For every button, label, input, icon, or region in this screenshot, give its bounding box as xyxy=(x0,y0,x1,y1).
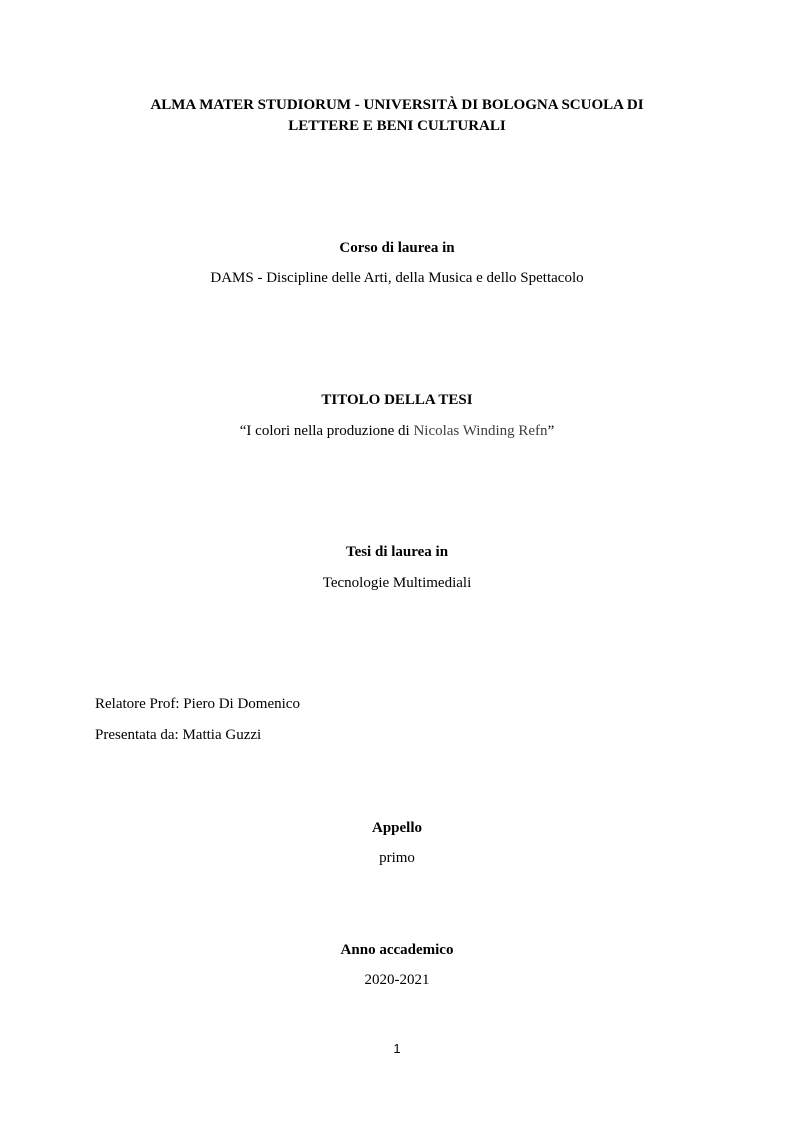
thesis-title-value xyxy=(0,421,794,441)
header-line-1: ALMA MATER STUDIORUM - UNIVERSITÀ DI BOLOGNA SCUOLA DI xyxy=(150,97,644,113)
thesis-title-name: Nicolas Winding Refn xyxy=(413,423,548,439)
course-value: DAMS - Discipline delle Arti, della Musica e dello Spettacolo xyxy=(210,270,584,286)
close-quote: ” xyxy=(547,423,555,439)
session-value: primo xyxy=(379,850,415,866)
thesis-subject-label: Tesi di laurea in xyxy=(345,544,449,560)
thesis-title-prefix: I colori nella produzione di xyxy=(246,423,414,439)
advisor: Relatore Prof: Piero Di Domenico xyxy=(95,696,300,712)
page-number: 1 xyxy=(393,1041,401,1056)
academic-year-label: Anno accademico xyxy=(340,942,454,958)
presenter: Presentata da: Mattia Guzzi xyxy=(95,727,262,743)
header-line-2: LETTERE E BENI CULTURALI xyxy=(288,118,506,134)
thesis-title-label: TITOLO DELLA TESI xyxy=(321,392,473,408)
academic-year-value: 2020-2021 xyxy=(364,972,430,988)
open-quote: “ xyxy=(239,423,247,439)
session-label: Appello xyxy=(371,820,422,836)
course-label: Corso di laurea in xyxy=(339,240,455,256)
thesis-subject-value: Tecnologie Multimediali xyxy=(322,575,472,591)
